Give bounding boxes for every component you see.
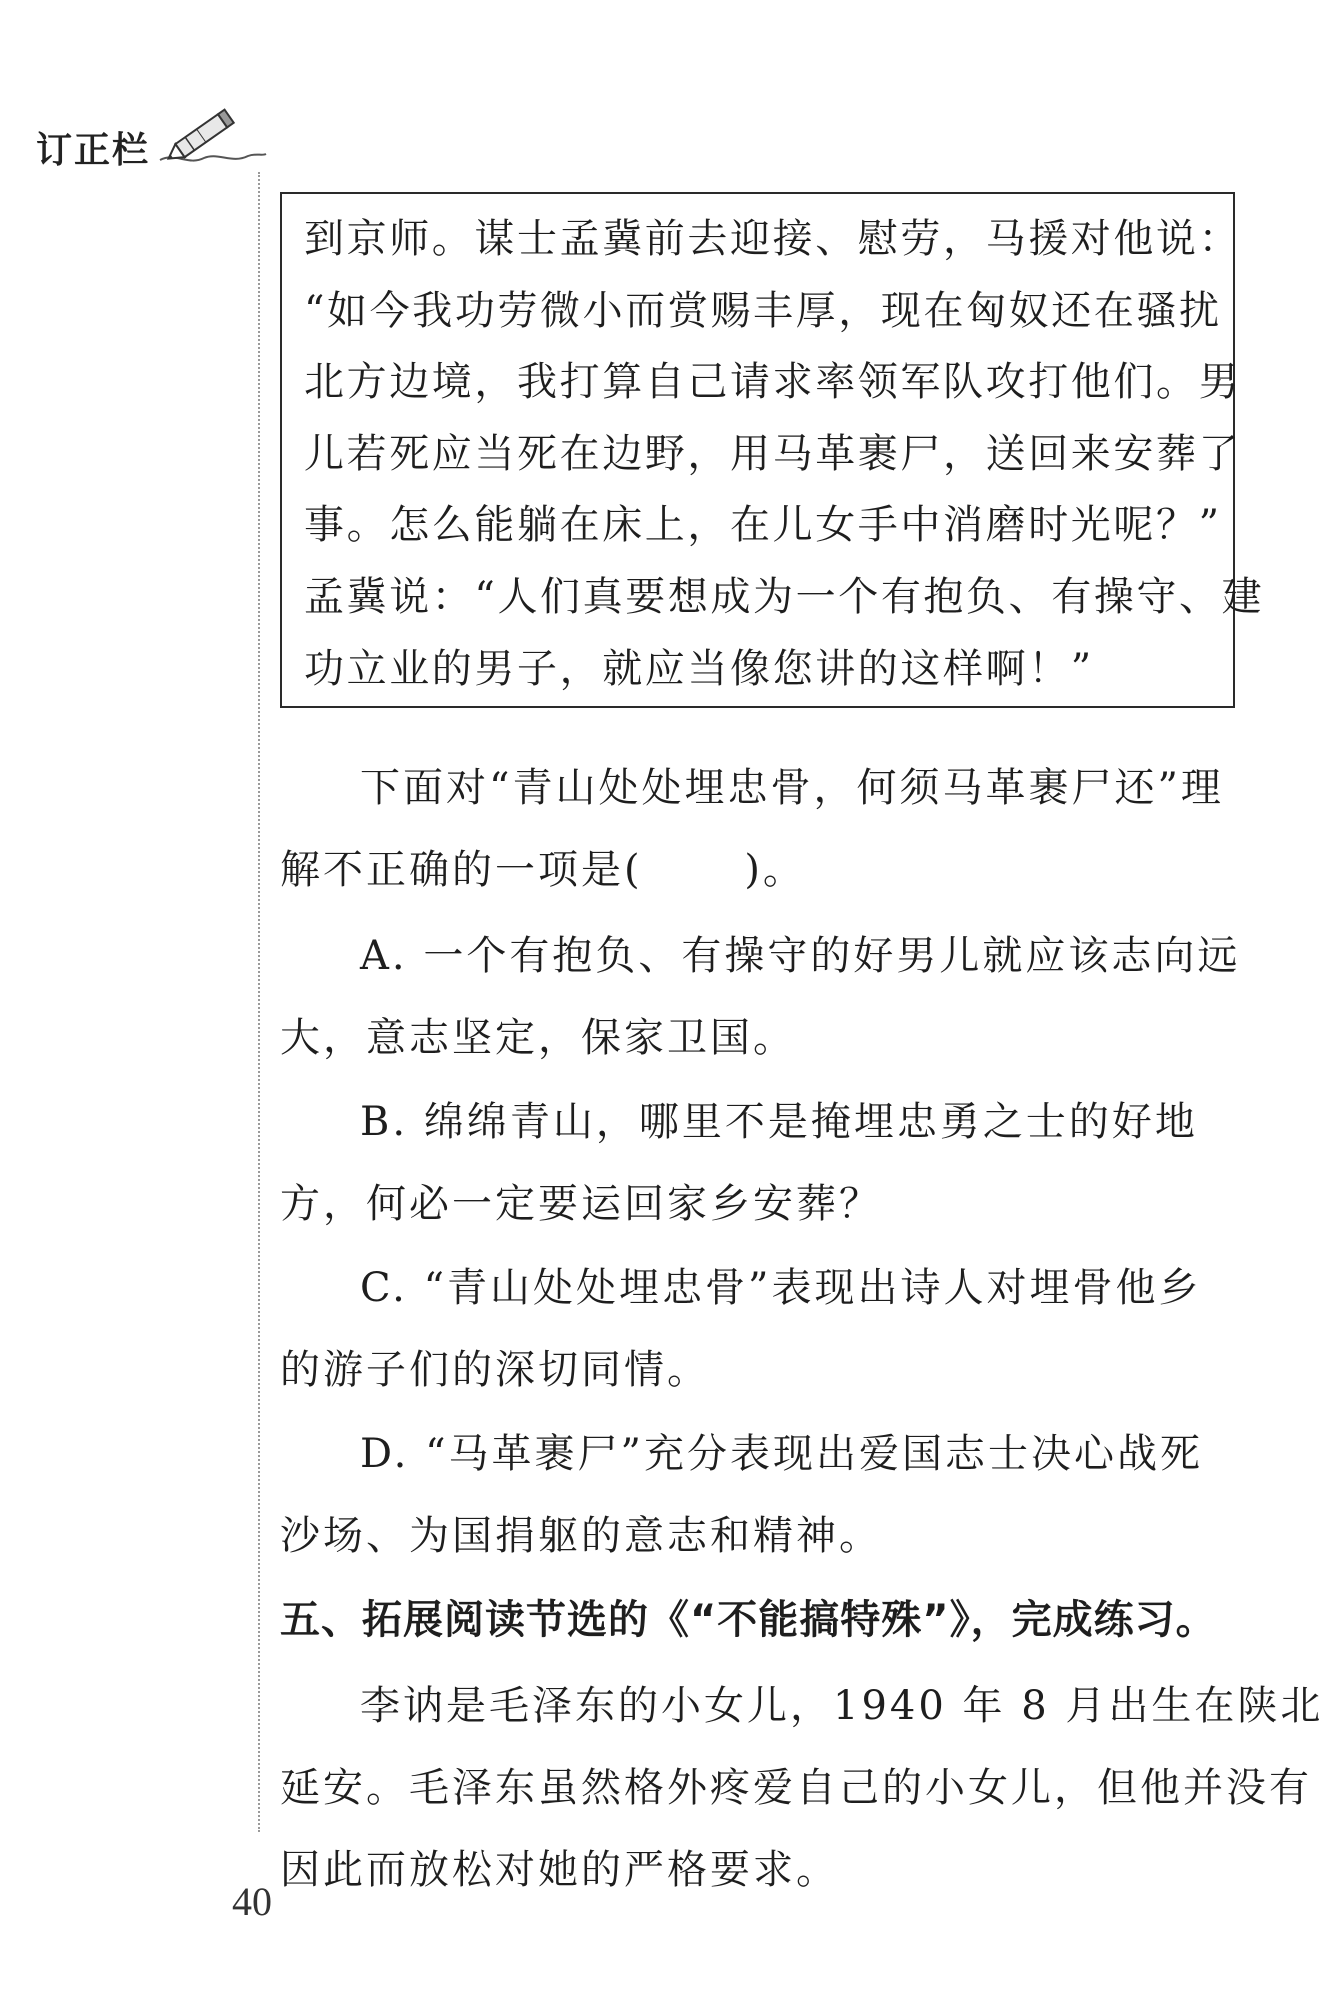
option-d-line: D. “马革裹尸”充分表现出爱国志士决心战死 <box>360 1431 1203 1477</box>
option-a-line: 大，意志坚定，保家卫国。 <box>280 1015 796 1061</box>
question-stem-line: 下面对“青山处处埋忠骨，何须马革裹尸还”理 <box>360 765 1224 811</box>
correction-column-title: 订正栏 <box>36 130 151 171</box>
correction-margin-divider <box>258 172 260 1832</box>
option-d-line: 沙场、为国捐躯的意志和精神。 <box>280 1513 882 1559</box>
reading-passage-line: 因此而放松对她的严格要求。 <box>280 1847 839 1893</box>
passage-line: 事。怎么能躺在床上，在儿女手中消磨时光呢？” <box>304 502 1222 549</box>
option-b-line: 方，何必一定要运回家乡安葬？ <box>280 1181 882 1227</box>
passage-line: 到京师。谋士孟冀前去迎接、慰劳，马援对他说： <box>304 216 1242 262</box>
passage-line: 儿若死应当死在边野，用马革裹尸，送回来安葬了 <box>304 430 1242 477</box>
reading-passage-line: 李讷是毛泽东的小女儿，1940 年 8 月出生在陕北 <box>360 1683 1324 1729</box>
pencil-icon <box>158 108 268 168</box>
option-c-line: 的游子们的深切同情。 <box>280 1347 710 1393</box>
passage-line: 孟冀说：“人们真要想成为一个有抱负、有操守、建 <box>304 573 1265 620</box>
option-c-line: C. “青山处处埋忠骨”表现出诗人对埋骨他乡 <box>360 1265 1202 1311</box>
option-b-line: B. 绵绵青山，哪里不是掩埋忠勇之士的好地 <box>360 1099 1198 1145</box>
question-stem-line: 解不正确的一项是( )。 <box>280 847 806 893</box>
page-number: 40 <box>232 1879 272 1924</box>
passage-line: 功立业的男子，就应当像您讲的这样啊！” <box>304 645 1094 692</box>
option-a-line: A. 一个有抱负、有操守的好男儿就应该志向远 <box>360 933 1241 979</box>
section-five-heading: 五、拓展阅读节选的《“不能搞特殊”》，完成练习。 <box>280 1597 1217 1643</box>
translation-passage-box <box>280 192 1265 708</box>
passage-line: “如今我功劳微小而赏赐丰厚，现在匈奴还在骚扰 <box>304 287 1222 334</box>
passage-line: 北方边境，我打算自己请求率领军队攻打他们。男 <box>304 359 1242 406</box>
reading-passage-line: 延安。毛泽东虽然格外疼爱自己的小女儿，但他并没有 <box>280 1765 1312 1811</box>
